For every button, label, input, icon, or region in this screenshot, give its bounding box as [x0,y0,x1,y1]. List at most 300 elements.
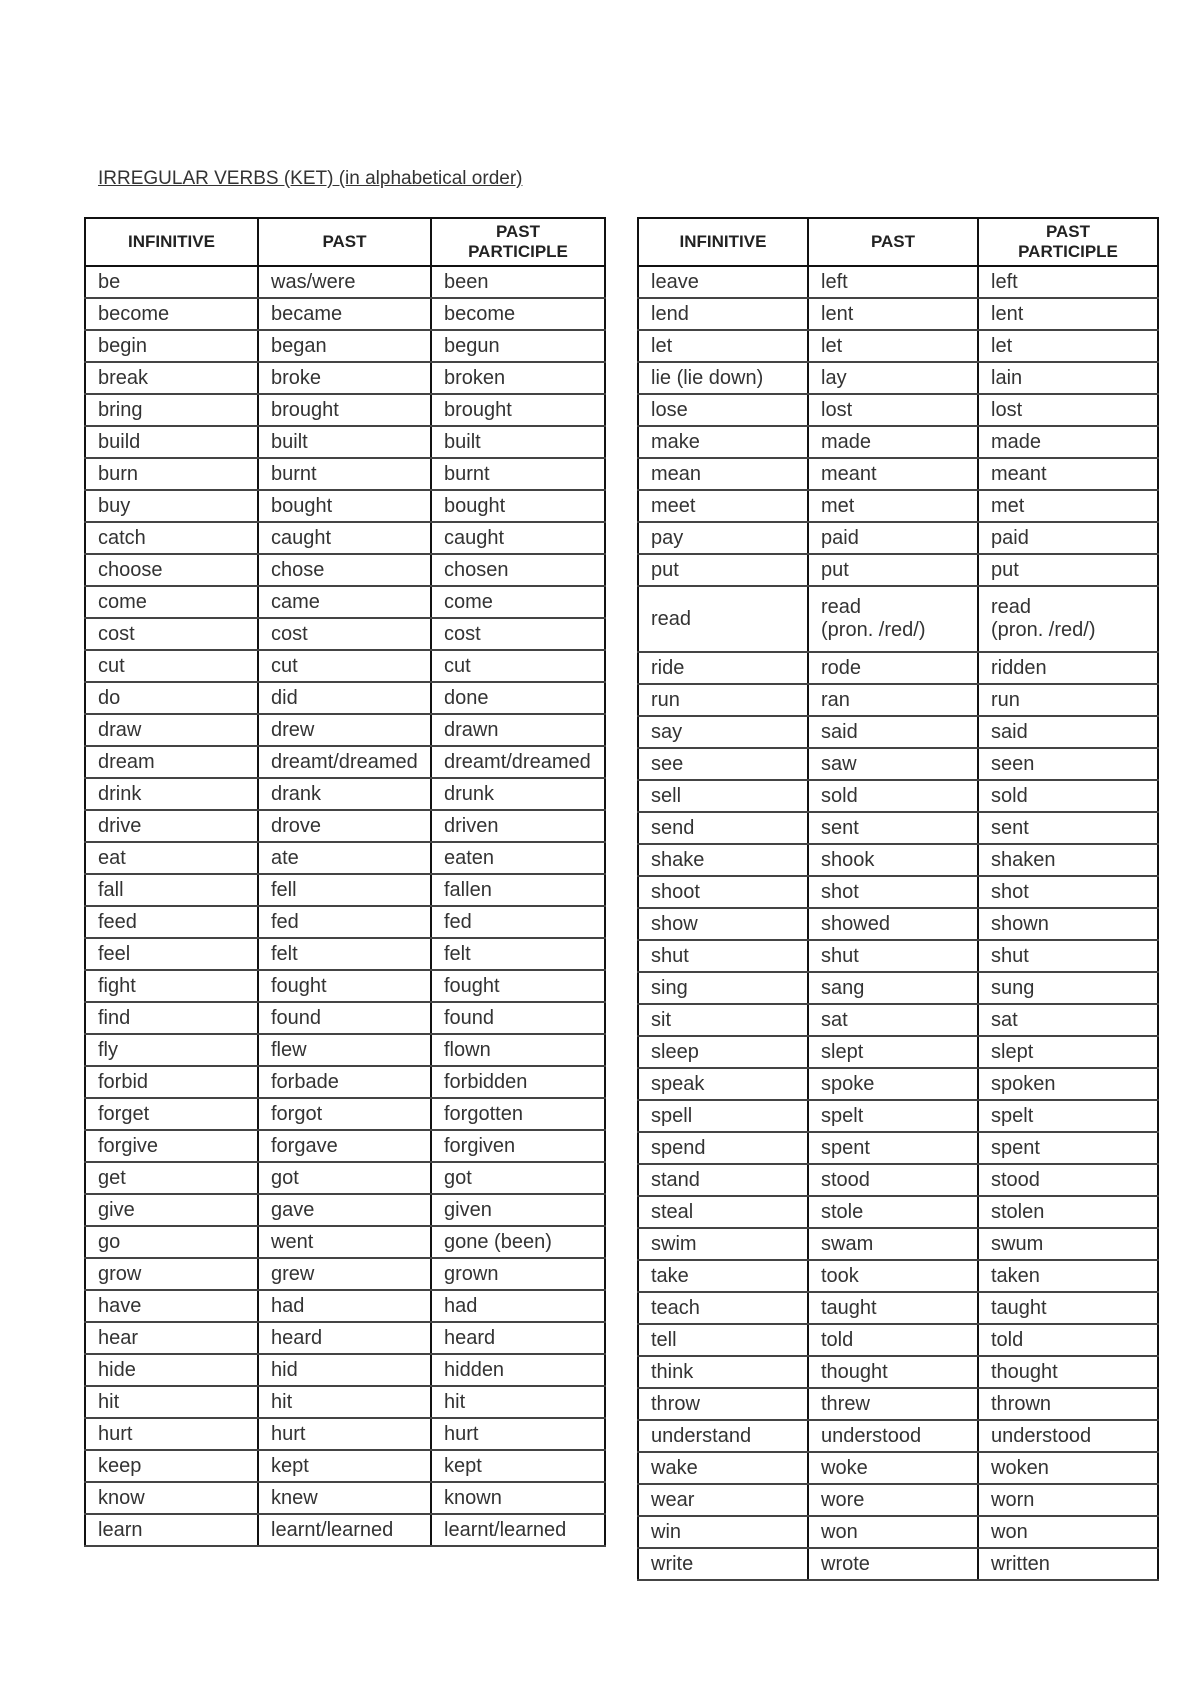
infinitive-cell: sleep [638,1036,808,1068]
verb-row [85,394,605,426]
verb-row [85,1290,605,1322]
past-participle-cell: hurt [431,1418,605,1450]
past-participle-cell: told [978,1324,1158,1356]
past-participle-cell: eaten [431,842,605,874]
past-cell: flew [258,1034,431,1066]
past-cell: shot [808,876,978,908]
past-cell: broke [258,362,431,394]
verb-row [638,1100,1158,1132]
past-participle-cell: brought [431,394,605,426]
header-infinitive: INFINITIVE [85,218,258,266]
verb-row [85,266,605,298]
verb-row [638,458,1158,490]
past-cell: took [808,1260,978,1292]
infinitive-cell: show [638,908,808,940]
infinitive-cell: spell [638,1100,808,1132]
verb-row [85,1482,605,1514]
past-participle-cell: meant [978,458,1158,490]
verb-row [638,1516,1158,1548]
infinitive-cell: speak [638,1068,808,1100]
infinitive-cell: forgive [85,1130,258,1162]
past-participle-cell: thought [978,1356,1158,1388]
past-participle-cell: lain [978,362,1158,394]
infinitive-cell: cost [85,618,258,650]
infinitive-cell: cut [85,650,258,682]
verb-row [85,1130,605,1162]
verb-row [638,362,1158,394]
verb-row [638,554,1158,586]
past-cell: hit [258,1386,431,1418]
past-cell: drove [258,810,431,842]
past-cell: woke [808,1452,978,1484]
past-participle-cell: burnt [431,458,605,490]
verb-row [638,652,1158,684]
past-participle-cell: cost [431,618,605,650]
past-cell: grew [258,1258,431,1290]
verb-row [638,1036,1158,1068]
infinitive-cell: begin [85,330,258,362]
past-participle-cell: left [978,266,1158,298]
infinitive-cell: catch [85,522,258,554]
verb-row [85,1002,605,1034]
past-cell: knew [258,1482,431,1514]
past-cell: stole [808,1196,978,1228]
past-participle-cell: shot [978,876,1158,908]
past-participle-cell: woken [978,1452,1158,1484]
past-participle-cell: lent [978,298,1158,330]
verb-row [638,1004,1158,1036]
past-participle-cell: written [978,1548,1158,1580]
verb-row [638,1452,1158,1484]
past-participle-cell: learnt/learned [431,1514,605,1546]
verb-row [638,748,1158,780]
past-participle-cell: become [431,298,605,330]
past-participle-cell: sent [978,812,1158,844]
verb-row [638,1548,1158,1580]
verb-row [85,1450,605,1482]
past-cell: began [258,330,431,362]
verb-row [85,1354,605,1386]
past-cell: fed [258,906,431,938]
past-participle-cell: shut [978,940,1158,972]
past-participle-cell: read (pron. /red/) [978,586,1158,652]
verb-row [85,1226,605,1258]
past-cell: said [808,716,978,748]
past-cell: met [808,490,978,522]
verb-row [85,618,605,650]
header-participle-line2: PARTICIPLE [468,242,568,261]
verb-row [638,1228,1158,1260]
infinitive-cell: keep [85,1450,258,1482]
past-participle-cell: got [431,1162,605,1194]
past-cell: caught [258,522,431,554]
header-past: PAST [808,218,978,266]
infinitive-cell: run [638,684,808,716]
verb-row [85,810,605,842]
past-cell: threw [808,1388,978,1420]
past-cell: lay [808,362,978,394]
past-cell: had [258,1290,431,1322]
infinitive-cell: come [85,586,258,618]
infinitive-cell: hit [85,1386,258,1418]
past-cell: forgot [258,1098,431,1130]
past-cell: taught [808,1292,978,1324]
header-infinitive: INFINITIVE [638,218,808,266]
past-participle-cell: put [978,554,1158,586]
past-participle-cell: given [431,1194,605,1226]
header-past-participle [431,218,605,266]
infinitive-cell: be [85,266,258,298]
past-cell: spelt [808,1100,978,1132]
infinitive-cell: stand [638,1164,808,1196]
header-row [85,218,605,266]
infinitive-cell: find [85,1002,258,1034]
past-cell: hurt [258,1418,431,1450]
infinitive-cell: feel [85,938,258,970]
infinitive-cell: read [638,586,808,652]
past-participle-cell: dreamt/dreamed [431,746,605,778]
past-cell: spent [808,1132,978,1164]
infinitive-cell: sit [638,1004,808,1036]
past-participle-cell: ridden [978,652,1158,684]
verb-row [638,298,1158,330]
past-participle-cell: cut [431,650,605,682]
past-cell: spoke [808,1068,978,1100]
past-participle-cell: worn [978,1484,1158,1516]
infinitive-cell: have [85,1290,258,1322]
past-participle-cell: lost [978,394,1158,426]
header-participle-line1: PAST [1045,222,1091,241]
verb-row [85,874,605,906]
past-cell: chose [258,554,431,586]
past-participle-cell: fallen [431,874,605,906]
past-cell: built [258,426,431,458]
past-cell: was/were [258,266,431,298]
verb-row [638,1324,1158,1356]
verb-row [85,842,605,874]
verb-row [638,586,1158,652]
infinitive-cell: give [85,1194,258,1226]
verb-row [638,972,1158,1004]
past-participle-cell: spelt [978,1100,1158,1132]
past-participle-cell: done [431,682,605,714]
verb-row [638,1068,1158,1100]
past-participle-cell: come [431,586,605,618]
verb-row [85,1386,605,1418]
infinitive-cell: wear [638,1484,808,1516]
verb-row [85,1418,605,1450]
infinitive-cell: teach [638,1292,808,1324]
past-cell: forbade [258,1066,431,1098]
infinitive-cell: say [638,716,808,748]
past-participle-cell: said [978,716,1158,748]
verb-row [85,1162,605,1194]
past-cell: left [808,266,978,298]
past-participle-cell: fought [431,970,605,1002]
verb-row [638,1164,1158,1196]
past-cell: let [808,330,978,362]
past-cell: came [258,586,431,618]
past-participle-cell: heard [431,1322,605,1354]
verb-row [638,1260,1158,1292]
page-title: IRREGULAR VERBS (KET) (in alphabetical order) [98,168,523,189]
past-cell: sang [808,972,978,1004]
past-cell: found [258,1002,431,1034]
verb-row [638,1356,1158,1388]
verb-row [85,1258,605,1290]
past-participle-cell: flown [431,1034,605,1066]
infinitive-cell: throw [638,1388,808,1420]
past-cell: read (pron. /red/) [808,586,978,652]
infinitive-cell: think [638,1356,808,1388]
infinitive-cell: shut [638,940,808,972]
verb-row [85,426,605,458]
verb-row [85,970,605,1002]
verb-row [85,298,605,330]
verbs-right-body [638,266,1158,1580]
header-past: PAST [258,218,431,266]
verb-row [85,1098,605,1130]
past-cell: rode [808,652,978,684]
past-cell: gave [258,1194,431,1226]
verb-row [638,1388,1158,1420]
infinitive-cell: feed [85,906,258,938]
past-cell: meant [808,458,978,490]
verb-row [85,586,605,618]
verbs-left-body [85,266,605,1546]
infinitive-cell: hide [85,1354,258,1386]
past-cell: made [808,426,978,458]
infinitive-cell: forget [85,1098,258,1130]
past-participle-cell: sat [978,1004,1158,1036]
past-participle-cell: driven [431,810,605,842]
past-participle-cell: won [978,1516,1158,1548]
infinitive-cell: shake [638,844,808,876]
infinitive-cell: drive [85,810,258,842]
past-cell: paid [808,522,978,554]
past-cell: ran [808,684,978,716]
verb-row [85,650,605,682]
past-participle-cell: swum [978,1228,1158,1260]
infinitive-cell: bring [85,394,258,426]
past-participle-cell: hit [431,1386,605,1418]
verb-row [85,778,605,810]
past-participle-cell: understood [978,1420,1158,1452]
verb-row [638,522,1158,554]
verb-row [85,490,605,522]
past-participle-cell: chosen [431,554,605,586]
verb-row [638,1196,1158,1228]
infinitive-cell: choose [85,554,258,586]
infinitive-cell: go [85,1226,258,1258]
past-cell: lent [808,298,978,330]
past-cell: ate [258,842,431,874]
verb-row [85,330,605,362]
past-cell: cost [258,618,431,650]
infinitive-cell: fly [85,1034,258,1066]
verb-row [85,938,605,970]
past-cell: got [258,1162,431,1194]
past-cell: slept [808,1036,978,1068]
past-participle-cell: paid [978,522,1158,554]
verb-row [85,1034,605,1066]
past-participle-cell: grown [431,1258,605,1290]
verb-row [638,684,1158,716]
past-participle-cell: built [431,426,605,458]
past-cell: hid [258,1354,431,1386]
verb-row [638,490,1158,522]
verb-row [85,458,605,490]
past-cell: wrote [808,1548,978,1580]
verb-row [638,716,1158,748]
past-participle-cell: hidden [431,1354,605,1386]
past-cell: thought [808,1356,978,1388]
verb-row [638,1484,1158,1516]
past-cell: told [808,1324,978,1356]
past-participle-cell: fed [431,906,605,938]
past-participle-cell: slept [978,1036,1158,1068]
verb-row [85,554,605,586]
past-participle-cell: caught [431,522,605,554]
verb-row [85,1322,605,1354]
past-participle-cell: taken [978,1260,1158,1292]
verb-row [638,1420,1158,1452]
verb-row [85,362,605,394]
header-row [638,218,1158,266]
past-participle-cell: kept [431,1450,605,1482]
past-participle-cell: shaken [978,844,1158,876]
past-cell: saw [808,748,978,780]
verb-row [638,426,1158,458]
infinitive-cell: make [638,426,808,458]
past-participle-cell: thrown [978,1388,1158,1420]
past-participle-cell: broken [431,362,605,394]
infinitive-cell: eat [85,842,258,874]
past-participle-cell: made [978,426,1158,458]
verb-row [85,906,605,938]
header-participle-line1: PAST [495,222,541,241]
infinitive-cell: spend [638,1132,808,1164]
infinitive-cell: learn [85,1514,258,1546]
past-cell: learnt/learned [258,1514,431,1546]
past-participle-cell: forbidden [431,1066,605,1098]
infinitive-cell: grow [85,1258,258,1290]
verbs-table-right [637,217,1159,1581]
verb-row [85,1194,605,1226]
infinitive-cell: do [85,682,258,714]
past-cell: fought [258,970,431,1002]
infinitive-cell: understand [638,1420,808,1452]
past-participle-cell: felt [431,938,605,970]
infinitive-cell: sell [638,780,808,812]
verb-row [85,682,605,714]
infinitive-cell: burn [85,458,258,490]
past-cell: shook [808,844,978,876]
infinitive-cell: win [638,1516,808,1548]
verb-row [85,1514,605,1546]
verb-row [85,714,605,746]
infinitive-cell: wake [638,1452,808,1484]
past-participle-cell: forgiven [431,1130,605,1162]
past-cell: sat [808,1004,978,1036]
infinitive-cell: tell [638,1324,808,1356]
verb-row [638,876,1158,908]
past-participle-cell: forgotten [431,1098,605,1130]
past-participle-cell: sold [978,780,1158,812]
infinitive-cell: take [638,1260,808,1292]
verb-row [638,1292,1158,1324]
past-cell: stood [808,1164,978,1196]
infinitive-cell: buy [85,490,258,522]
infinitive-cell: shoot [638,876,808,908]
verb-row [85,522,605,554]
past-cell: lost [808,394,978,426]
past-participle-cell: drawn [431,714,605,746]
past-participle-cell: gone (been) [431,1226,605,1258]
past-cell: heard [258,1322,431,1354]
past-participle-cell: bought [431,490,605,522]
header-past-participle [978,218,1158,266]
infinitive-cell: dream [85,746,258,778]
verb-row [638,812,1158,844]
past-participle-cell: begun [431,330,605,362]
past-participle-cell: stood [978,1164,1158,1196]
infinitive-cell: put [638,554,808,586]
past-cell: dreamt/dreamed [258,746,431,778]
header-participle-line2: PARTICIPLE [1018,242,1118,261]
past-cell: won [808,1516,978,1548]
past-participle-cell: shown [978,908,1158,940]
past-cell: understood [808,1420,978,1452]
past-participle-cell: run [978,684,1158,716]
past-participle-cell: been [431,266,605,298]
infinitive-cell: fight [85,970,258,1002]
infinitive-cell: send [638,812,808,844]
infinitive-cell: drink [85,778,258,810]
infinitive-cell: pay [638,522,808,554]
verb-row [638,394,1158,426]
verb-row [638,266,1158,298]
verb-row [638,330,1158,362]
past-cell: went [258,1226,431,1258]
infinitive-cell: hurt [85,1418,258,1450]
infinitive-cell: draw [85,714,258,746]
past-cell: bought [258,490,431,522]
verb-row [638,908,1158,940]
infinitive-cell: break [85,362,258,394]
infinitive-cell: forbid [85,1066,258,1098]
past-cell: did [258,682,431,714]
infinitive-cell: get [85,1162,258,1194]
verb-row [85,1066,605,1098]
infinitive-cell: sing [638,972,808,1004]
past-participle-cell: taught [978,1292,1158,1324]
infinitive-cell: leave [638,266,808,298]
infinitive-cell: see [638,748,808,780]
verb-row [85,746,605,778]
verbs-table-left [84,217,606,1547]
past-cell: forgave [258,1130,431,1162]
past-participle-cell: stolen [978,1196,1158,1228]
infinitive-cell: ride [638,652,808,684]
past-cell: shut [808,940,978,972]
past-cell: sent [808,812,978,844]
verb-row [638,940,1158,972]
past-participle-cell: met [978,490,1158,522]
past-cell: brought [258,394,431,426]
past-participle-cell: had [431,1290,605,1322]
past-participle-cell: sung [978,972,1158,1004]
